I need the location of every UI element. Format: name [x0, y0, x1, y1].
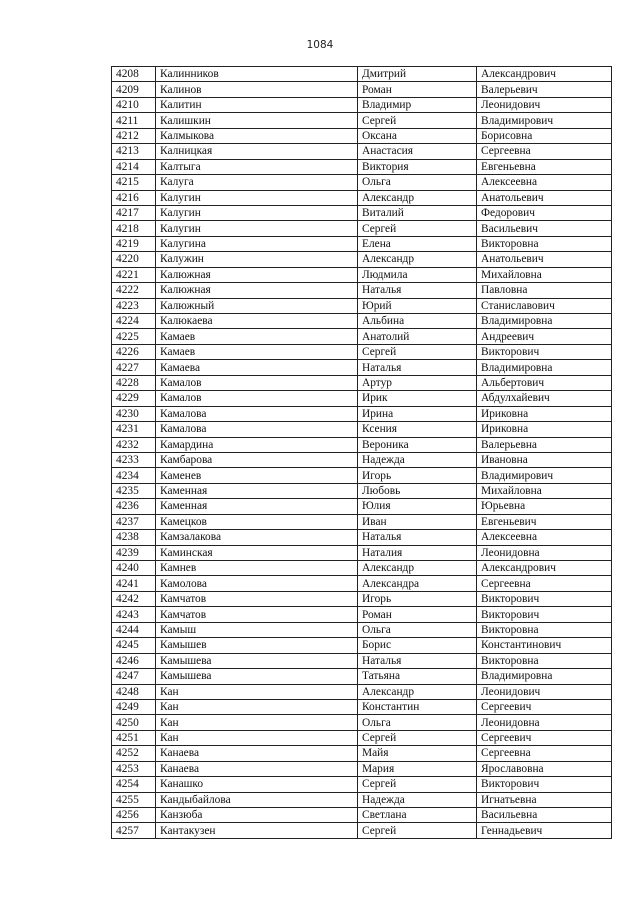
row-number-cell: 4253: [112, 761, 156, 776]
first-name-cell: Александр: [358, 561, 477, 576]
first-name-cell: Ольга: [358, 715, 477, 730]
table-row: [112, 746, 612, 761]
row-number-cell: 4213: [112, 144, 156, 159]
surname-cell: Калюжная: [156, 267, 358, 282]
row-number-cell: 4224: [112, 314, 156, 329]
patronymic-cell: Валерьевна: [477, 437, 612, 452]
first-name-cell: Александра: [358, 576, 477, 591]
first-name-cell: Наталья: [358, 530, 477, 545]
patronymic-cell: Александрович: [477, 67, 612, 82]
first-name-cell: Ольга: [358, 622, 477, 637]
table-row: [112, 128, 612, 143]
first-name-cell: Вероника: [358, 437, 477, 452]
patronymic-cell: Станиславович: [477, 298, 612, 313]
surname-cell: Канзюба: [156, 808, 358, 823]
table-row: [112, 699, 612, 714]
row-number-cell: 4221: [112, 267, 156, 282]
surname-cell: Кан: [156, 684, 358, 699]
row-number-cell: 4215: [112, 175, 156, 190]
patronymic-cell: Сергеевна: [477, 144, 612, 159]
row-number-cell: 4245: [112, 638, 156, 653]
surname-cell: Камчатов: [156, 607, 358, 622]
surname-cell: Калуга: [156, 175, 358, 190]
table-row: [112, 329, 612, 344]
table-row: [112, 175, 612, 190]
first-name-cell: Анатолий: [358, 329, 477, 344]
first-name-cell: Оксана: [358, 128, 477, 143]
first-name-cell: Сергей: [358, 730, 477, 745]
patronymic-cell: Андреевич: [477, 329, 612, 344]
table-row: [112, 267, 612, 282]
patronymic-cell: Александрович: [477, 561, 612, 576]
first-name-cell: Борис: [358, 638, 477, 653]
surname-cell: Калюжный: [156, 298, 358, 313]
surname-cell: Канашко: [156, 777, 358, 792]
table-row: [112, 530, 612, 545]
table-row: [112, 483, 612, 498]
row-number-cell: 4230: [112, 406, 156, 421]
surname-cell: Камнев: [156, 561, 358, 576]
table-row: [112, 638, 612, 653]
patronymic-cell: Михайловна: [477, 267, 612, 282]
first-name-cell: Анастасия: [358, 144, 477, 159]
row-number-cell: 4256: [112, 808, 156, 823]
table-row: [112, 190, 612, 205]
row-number-cell: 4226: [112, 344, 156, 359]
patronymic-cell: Викторович: [477, 777, 612, 792]
surname-cell: Кан: [156, 715, 358, 730]
row-number-cell: 4252: [112, 746, 156, 761]
surname-cell: Калишкин: [156, 113, 358, 128]
table-row: [112, 236, 612, 251]
patronymic-cell: Ириковна: [477, 406, 612, 421]
table-row: [112, 823, 612, 838]
surname-cell: Камыш: [156, 622, 358, 637]
surname-cell: Калитин: [156, 97, 358, 112]
surname-cell: Камардина: [156, 437, 358, 452]
surname-cell: Калтыга: [156, 159, 358, 174]
surname-cell: Калугин: [156, 221, 358, 236]
surname-cell: Камышев: [156, 638, 358, 653]
first-name-cell: Наталья: [358, 653, 477, 668]
patronymic-cell: Владимирович: [477, 468, 612, 483]
row-number-cell: 4211: [112, 113, 156, 128]
first-name-cell: Надежда: [358, 792, 477, 807]
patronymic-cell: Ярославовна: [477, 761, 612, 776]
surname-cell: Каминская: [156, 545, 358, 560]
table-row: [112, 452, 612, 467]
table-row: [112, 97, 612, 112]
first-name-cell: Ирина: [358, 406, 477, 421]
table-row: [112, 715, 612, 730]
first-name-cell: Иван: [358, 514, 477, 529]
table-row: [112, 561, 612, 576]
row-number-cell: 4208: [112, 67, 156, 82]
surname-cell: Калинников: [156, 67, 358, 82]
first-name-cell: Надежда: [358, 452, 477, 467]
row-number-cell: 4250: [112, 715, 156, 730]
patronymic-cell: Анатольевич: [477, 190, 612, 205]
surname-cell: Камбарова: [156, 452, 358, 467]
patronymic-cell: Борисовна: [477, 128, 612, 143]
first-name-cell: Игорь: [358, 468, 477, 483]
patronymic-cell: Леонидович: [477, 684, 612, 699]
patronymic-cell: Васильевна: [477, 808, 612, 823]
row-number-cell: 4240: [112, 561, 156, 576]
surname-cell: Калугин: [156, 205, 358, 220]
row-number-cell: 4216: [112, 190, 156, 205]
row-number-cell: 4219: [112, 236, 156, 251]
surname-cell: Камолова: [156, 576, 358, 591]
row-number-cell: 4233: [112, 452, 156, 467]
table-row: [112, 283, 612, 298]
patronymic-cell: Федорович: [477, 205, 612, 220]
table-row: [112, 205, 612, 220]
table-row: [112, 576, 612, 591]
row-number-cell: 4212: [112, 128, 156, 143]
table-row: [112, 344, 612, 359]
patronymic-cell: Валерьевич: [477, 82, 612, 97]
surname-cell: Канаева: [156, 761, 358, 776]
row-number-cell: 4225: [112, 329, 156, 344]
row-number-cell: 4220: [112, 252, 156, 267]
row-number-cell: 4255: [112, 792, 156, 807]
patronymic-cell: Ивановна: [477, 452, 612, 467]
row-number-cell: 4246: [112, 653, 156, 668]
first-name-cell: Юрий: [358, 298, 477, 313]
first-name-cell: Игорь: [358, 591, 477, 606]
first-name-cell: Ольга: [358, 175, 477, 190]
table-row: [112, 391, 612, 406]
first-name-cell: Артур: [358, 375, 477, 390]
table-row: [112, 406, 612, 421]
first-name-cell: Наталья: [358, 360, 477, 375]
patronymic-cell: Евгеньевна: [477, 159, 612, 174]
row-number-cell: 4251: [112, 730, 156, 745]
row-number-cell: 4241: [112, 576, 156, 591]
surname-cell: Канаева: [156, 746, 358, 761]
surname-cell: Калюжная: [156, 283, 358, 298]
table-row: [112, 514, 612, 529]
surname-cell: Кандыбайлова: [156, 792, 358, 807]
row-number-cell: 4234: [112, 468, 156, 483]
patronymic-cell: Юрьевна: [477, 499, 612, 514]
table-row: [112, 113, 612, 128]
patronymic-cell: Константинович: [477, 638, 612, 653]
surname-cell: Камчатов: [156, 591, 358, 606]
patronymic-cell: Павловна: [477, 283, 612, 298]
first-name-cell: Альбина: [358, 314, 477, 329]
row-number-cell: 4237: [112, 514, 156, 529]
table-row: [112, 360, 612, 375]
surname-cell: Камалов: [156, 391, 358, 406]
row-number-cell: 4236: [112, 499, 156, 514]
row-number-cell: 4242: [112, 591, 156, 606]
surname-cell: Кан: [156, 699, 358, 714]
row-number-cell: 4244: [112, 622, 156, 637]
patronymic-cell: Владимировна: [477, 360, 612, 375]
patronymic-cell: Евгеньевич: [477, 514, 612, 529]
patronymic-cell: Алексеевна: [477, 530, 612, 545]
table-row: [112, 468, 612, 483]
patronymic-cell: Викторовна: [477, 653, 612, 668]
first-name-cell: Ирик: [358, 391, 477, 406]
first-name-cell: Сергей: [358, 113, 477, 128]
surname-cell: Камалов: [156, 375, 358, 390]
patronymic-cell: Леонидович: [477, 97, 612, 112]
row-number-cell: 4218: [112, 221, 156, 236]
first-name-cell: Сергей: [358, 221, 477, 236]
table-row: [112, 298, 612, 313]
row-number-cell: 4210: [112, 97, 156, 112]
first-name-cell: Роман: [358, 607, 477, 622]
first-name-cell: Ксения: [358, 422, 477, 437]
row-number-cell: 4248: [112, 684, 156, 699]
table-row: [112, 437, 612, 452]
row-number-cell: 4254: [112, 777, 156, 792]
row-number-cell: 4238: [112, 530, 156, 545]
table-row: [112, 314, 612, 329]
row-number-cell: 4228: [112, 375, 156, 390]
patronymic-cell: Алексеевна: [477, 175, 612, 190]
table-row: [112, 622, 612, 637]
table-row: [112, 777, 612, 792]
table-row: [112, 82, 612, 97]
table-row: [112, 159, 612, 174]
patronymic-cell: Владимировна: [477, 669, 612, 684]
table-row: [112, 252, 612, 267]
patronymic-cell: Альбертович: [477, 375, 612, 390]
row-number-cell: 4235: [112, 483, 156, 498]
names-table-body: [112, 67, 612, 839]
row-number-cell: 4227: [112, 360, 156, 375]
patronymic-cell: Сергеевна: [477, 576, 612, 591]
row-number-cell: 4257: [112, 823, 156, 838]
table-row: [112, 144, 612, 159]
first-name-cell: Татьяна: [358, 669, 477, 684]
surname-cell: Камаев: [156, 329, 358, 344]
patronymic-cell: Васильевич: [477, 221, 612, 236]
first-name-cell: Константин: [358, 699, 477, 714]
surname-cell: Камалова: [156, 406, 358, 421]
row-number-cell: 4214: [112, 159, 156, 174]
surname-cell: Калужин: [156, 252, 358, 267]
row-number-cell: 4229: [112, 391, 156, 406]
table-row: [112, 730, 612, 745]
row-number-cell: 4247: [112, 669, 156, 684]
first-name-cell: Людмила: [358, 267, 477, 282]
surname-cell: Кан: [156, 730, 358, 745]
row-number-cell: 4249: [112, 699, 156, 714]
table-row: [112, 67, 612, 82]
first-name-cell: Александр: [358, 684, 477, 699]
patronymic-cell: Абдулхайевич: [477, 391, 612, 406]
patronymic-cell: Сергеевна: [477, 746, 612, 761]
surname-cell: Каменная: [156, 499, 358, 514]
row-number-cell: 4217: [112, 205, 156, 220]
table-row: [112, 499, 612, 514]
row-number-cell: 4222: [112, 283, 156, 298]
table-row: [112, 669, 612, 684]
patronymic-cell: Ириковна: [477, 422, 612, 437]
row-number-cell: 4231: [112, 422, 156, 437]
table-row: [112, 761, 612, 776]
surname-cell: Калугина: [156, 236, 358, 251]
patronymic-cell: Сергеевич: [477, 699, 612, 714]
surname-cell: Камышева: [156, 653, 358, 668]
first-name-cell: Виталий: [358, 205, 477, 220]
first-name-cell: Сергей: [358, 344, 477, 359]
first-name-cell: Владимир: [358, 97, 477, 112]
row-number-cell: 4239: [112, 545, 156, 560]
page-number: 1084: [306, 39, 334, 51]
table-row: [112, 792, 612, 807]
first-name-cell: Майя: [358, 746, 477, 761]
patronymic-cell: Игнатьевна: [477, 792, 612, 807]
surname-cell: Камаев: [156, 344, 358, 359]
patronymic-cell: Викторович: [477, 591, 612, 606]
patronymic-cell: Викторович: [477, 344, 612, 359]
surname-cell: Камецков: [156, 514, 358, 529]
first-name-cell: Юлия: [358, 499, 477, 514]
surname-cell: Камышева: [156, 669, 358, 684]
table-row: [112, 221, 612, 236]
surname-cell: Калугин: [156, 190, 358, 205]
row-number-cell: 4223: [112, 298, 156, 313]
table-row: [112, 607, 612, 622]
first-name-cell: Александр: [358, 190, 477, 205]
surname-cell: Кантакузен: [156, 823, 358, 838]
table-row: [112, 591, 612, 606]
table-row: [112, 545, 612, 560]
patronymic-cell: Викторовна: [477, 622, 612, 637]
first-name-cell: Сергей: [358, 823, 477, 838]
surname-cell: Калинов: [156, 82, 358, 97]
patronymic-cell: Викторович: [477, 607, 612, 622]
patronymic-cell: Викторовна: [477, 236, 612, 251]
row-number-cell: 4243: [112, 607, 156, 622]
surname-cell: Каменная: [156, 483, 358, 498]
row-number-cell: 4209: [112, 82, 156, 97]
first-name-cell: Наталия: [358, 545, 477, 560]
first-name-cell: Светлана: [358, 808, 477, 823]
surname-cell: Калмыкова: [156, 128, 358, 143]
surname-cell: Каменев: [156, 468, 358, 483]
first-name-cell: Александр: [358, 252, 477, 267]
table-row: [112, 808, 612, 823]
first-name-cell: Виктория: [358, 159, 477, 174]
row-number-cell: 4232: [112, 437, 156, 452]
first-name-cell: Любовь: [358, 483, 477, 498]
patronymic-cell: Сергеевич: [477, 730, 612, 745]
patronymic-cell: Владимирович: [477, 113, 612, 128]
first-name-cell: Роман: [358, 82, 477, 97]
surname-cell: Калницкая: [156, 144, 358, 159]
patronymic-cell: Анатольевич: [477, 252, 612, 267]
patronymic-cell: Леонидовна: [477, 545, 612, 560]
first-name-cell: Наталья: [358, 283, 477, 298]
table-row: [112, 422, 612, 437]
surname-cell: Камаева: [156, 360, 358, 375]
table-row: [112, 375, 612, 390]
patronymic-cell: Владимировна: [477, 314, 612, 329]
patronymic-cell: Геннадьевич: [477, 823, 612, 838]
first-name-cell: Дмитрий: [358, 67, 477, 82]
patronymic-cell: Михайловна: [477, 483, 612, 498]
first-name-cell: Сергей: [358, 777, 477, 792]
surname-cell: Камалова: [156, 422, 358, 437]
surname-cell: Камзалакова: [156, 530, 358, 545]
names-table: [111, 66, 612, 839]
first-name-cell: Елена: [358, 236, 477, 251]
table-row: [112, 653, 612, 668]
patronymic-cell: Леонидовна: [477, 715, 612, 730]
table-row: [112, 684, 612, 699]
first-name-cell: Мария: [358, 761, 477, 776]
surname-cell: Калюкаева: [156, 314, 358, 329]
